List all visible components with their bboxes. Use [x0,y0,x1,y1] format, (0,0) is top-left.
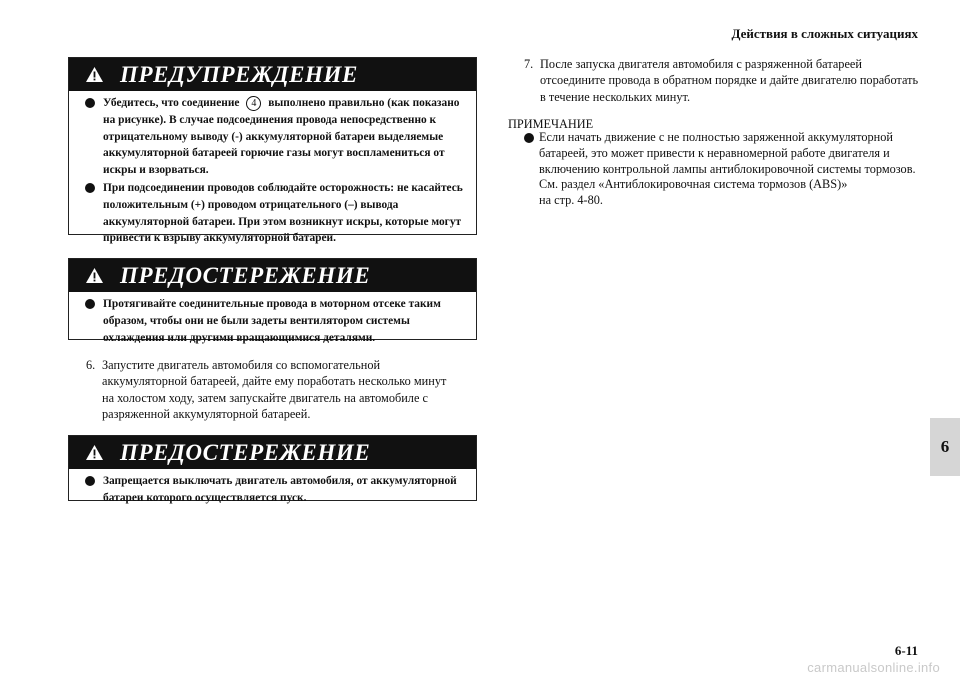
warning-box-title: ПРЕДУПРЕЖДЕНИЕ [120,61,358,87]
step-7 [524,56,919,105]
warning-box [68,57,477,245]
bullet-icon [85,183,95,193]
note-item-1-page-ref: на стр. 4-80. [539,193,604,208]
caution-box-2-header [69,436,476,469]
bullet-icon [85,476,95,486]
circled-number-icon: 4 [246,96,261,111]
step-7-text: После запуска двигателя автомобиля с разряженной батареей отсоедините провода в обратном порядке и дайте двигателю поработать в течение нескольких минут. [540,57,919,104]
step-6 [86,357,456,423]
step-7-number: 7. [524,57,534,71]
step-6-number: 6. [86,358,96,372]
caution-box-1 [68,258,477,344]
bullet-icon [524,133,534,143]
caution-1-item-1 [83,296,466,346]
page-header: Действия в сложных ситуациях [731,26,918,41]
caution-box-2-title: ПРЕДОСТЕРЕЖЕНИЕ [120,439,371,465]
caution-2-item-1-text: Запрещается выключать двигатель автомобиля, от аккумуляторной батареи которого осуществляется пуск. [103,475,457,504]
note-item-1-text: Если начать движение с не полностью заряженной аккумуляторной батареей, это может привести к неравномерной работе двигателя и включению контрольной лампы антиблокировочной системы тормозов. [539,130,916,176]
bullet-icon [85,299,95,309]
warning-item-1-before: Убедитесь, что соединение [103,97,240,109]
bullet-icon [85,98,95,108]
warning-box-header [69,58,476,91]
chapter-tab: 6 [930,418,960,476]
warning-triangle-icon [85,267,104,284]
warning-item-2 [83,180,466,247]
warning-item-2-text: При подсоединении проводов соблюдайте осторожность: не касайтесь положительным (+) проводом отрицательного (–) вывода аккумуляторной батареи. При этом возникнут искры, которые могут привести к взрыву аккумуляторной батареи. [103,181,463,245]
warning-item-1 [83,95,466,179]
step-6-text: Запустите двигатель автомобиля со вспомогательной аккумуляторной батареей, дайте ему поработать несколько минут на холостом ходу, затем запускайте двигатель на автомобиле с разряженной аккумуляторной батареей. [102,358,447,422]
caution-2-item-1 [83,473,466,507]
warning-triangle-icon [85,444,104,461]
watermark: carmanualsonline.info [807,660,940,675]
warning-triangle-icon [85,66,104,83]
caution-box-2 [68,435,477,504]
caution-box-1-title: ПРЕДОСТЕРЕЖЕНИЕ [120,262,371,288]
caution-box-1-header [69,259,476,292]
note-item-1 [522,130,934,209]
caution-1-item-1-text: Протягивайте соединительные провода в моторном отсеке таким образом, чтобы они не были задеты вентилятором системы охлаждения или другими вращающимися деталями. [103,298,441,344]
page-number: 6-11 [894,643,918,658]
warning-item-1-after: выполнено правильно (как показано на рисунке). В случае подсоединения провода непосредственно к отрицательному выводу (-) аккумуляторной батареи выделяемые аккумуляторной батареей горючие газы могут воспламениться от искры и взорваться. [103,97,460,177]
note-label: ПРИМЕЧАНИЕ [508,117,594,131]
note-item-1-reference: См. раздел «Антиблокировочная система тормозов (ABS)» [539,177,848,192]
